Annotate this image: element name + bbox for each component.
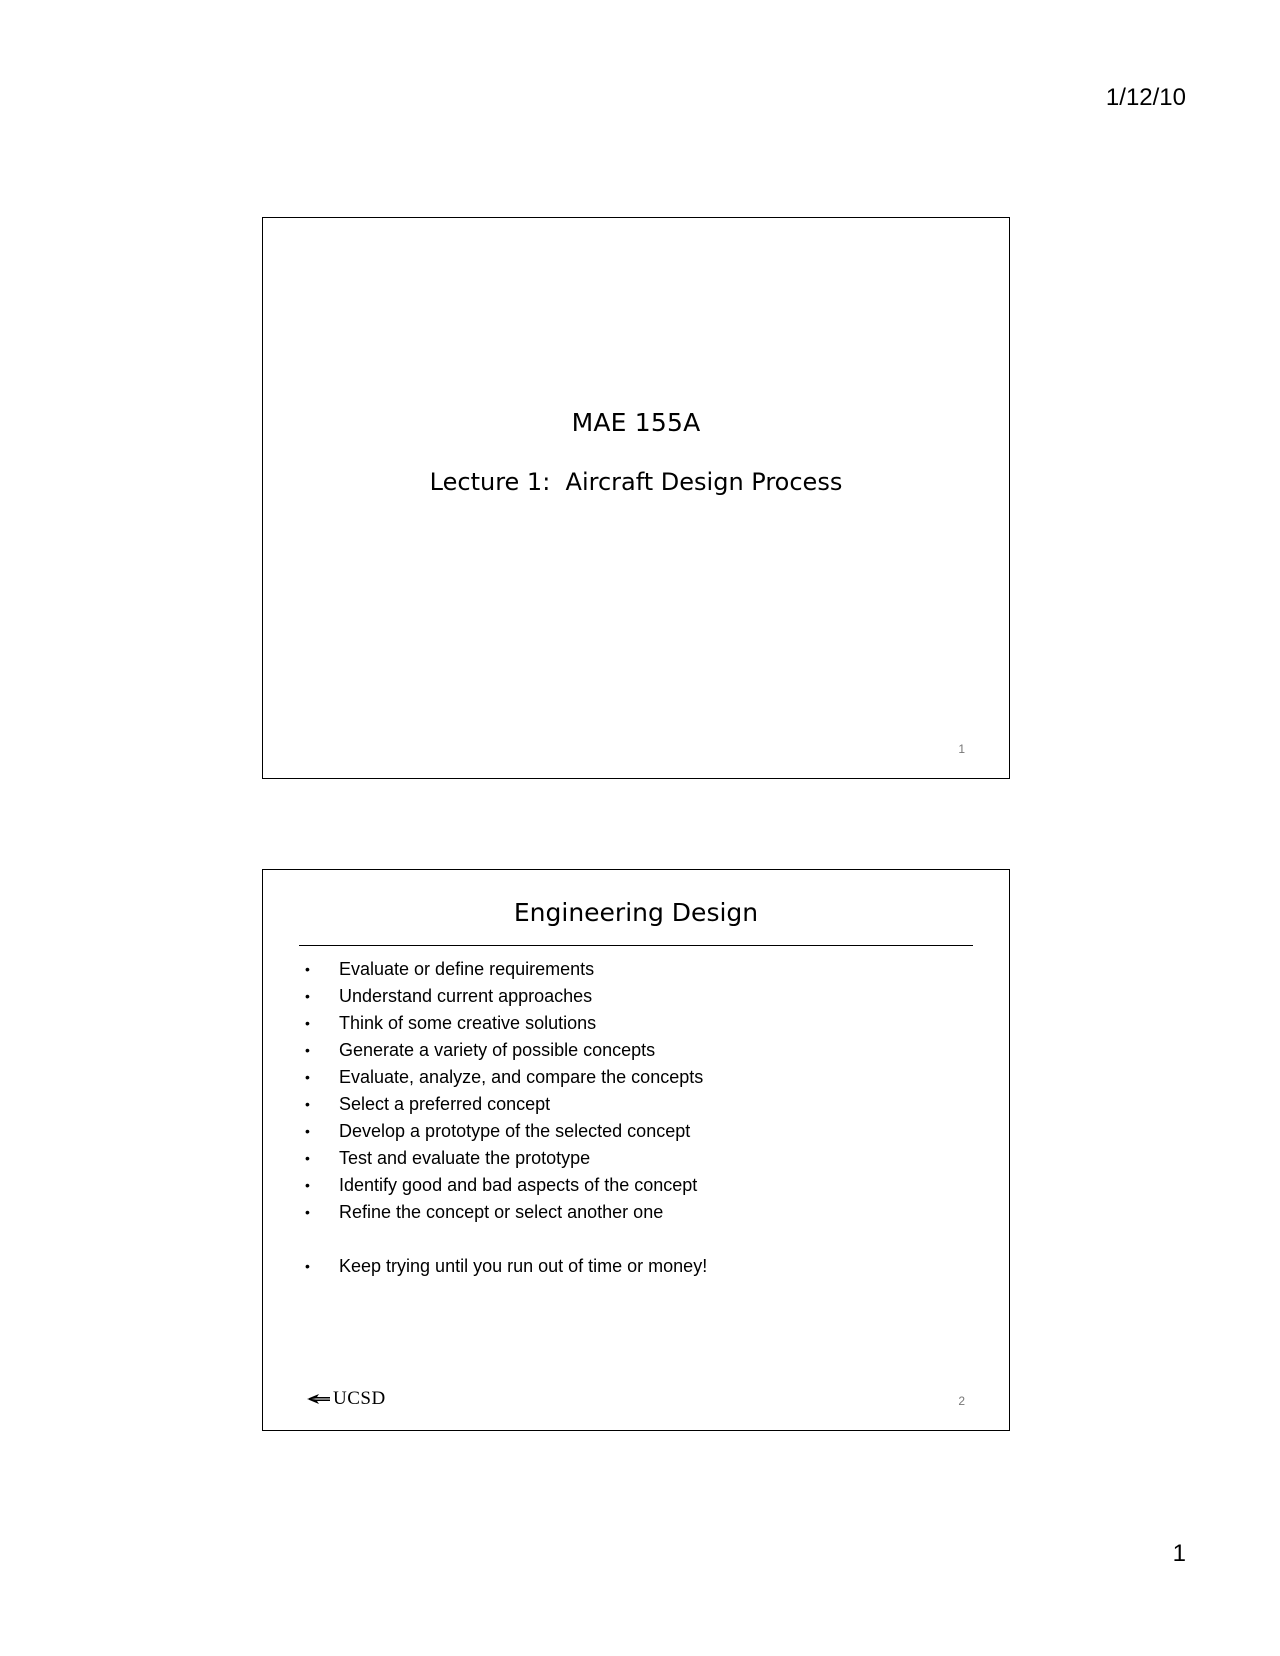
- bullet-icon: •: [305, 1015, 310, 1031]
- trident-icon: [305, 1392, 331, 1406]
- slide-1: [262, 217, 1010, 779]
- logo-text: UCSD: [333, 1388, 386, 1409]
- slide-2-title: Engineering Design: [513, 898, 759, 927]
- page-number: 1: [1172, 1540, 1186, 1567]
- slide-1-subtitle: Lecture 1: Aircraft Design Process: [429, 468, 843, 496]
- bullet-item: • Think of some creative solutions: [303, 1010, 707, 1037]
- bullet-item: • Evaluate or define requirements: [303, 956, 707, 983]
- header-date: 1/12/10: [1105, 84, 1186, 111]
- bullet-list: [303, 956, 707, 1280]
- bullet-icon: •: [305, 961, 310, 977]
- bullet-item: • Refine the concept or select another one: [303, 1199, 707, 1226]
- closing-bullet: • Keep trying until you run out of time or money!: [303, 1253, 707, 1280]
- bullet-icon: •: [305, 1258, 310, 1274]
- bullet-item: • Develop a prototype of the selected concept: [303, 1118, 707, 1145]
- bullet-icon: •: [305, 1123, 310, 1139]
- bullet-item: • Test and evaluate the prototype: [303, 1145, 707, 1172]
- bullet-icon: •: [305, 1096, 310, 1112]
- bullet-icon: •: [305, 1042, 310, 1058]
- slide-2-number: 2: [958, 1394, 965, 1408]
- slide-2: [262, 869, 1010, 1431]
- title-divider: [299, 945, 973, 946]
- slide-1-number: 1: [958, 742, 965, 756]
- bullet-item: • Understand current approaches: [303, 983, 707, 1010]
- bullet-icon: •: [305, 1204, 310, 1220]
- bullet-item: • Evaluate, analyze, and compare the concepts: [303, 1064, 707, 1091]
- bullet-icon: •: [305, 1069, 310, 1085]
- bullet-icon: •: [305, 1150, 310, 1166]
- bullet-icon: •: [305, 988, 310, 1004]
- bullet-item: • Generate a variety of possible concepts: [303, 1037, 707, 1064]
- ucsd-logo: [305, 1388, 386, 1410]
- slide-1-title: MAE 155A: [571, 408, 701, 437]
- bullet-item: • Identify good and bad aspects of the concept: [303, 1172, 707, 1199]
- bullet-item: • Select a preferred concept: [303, 1091, 707, 1118]
- bullet-icon: •: [305, 1177, 310, 1193]
